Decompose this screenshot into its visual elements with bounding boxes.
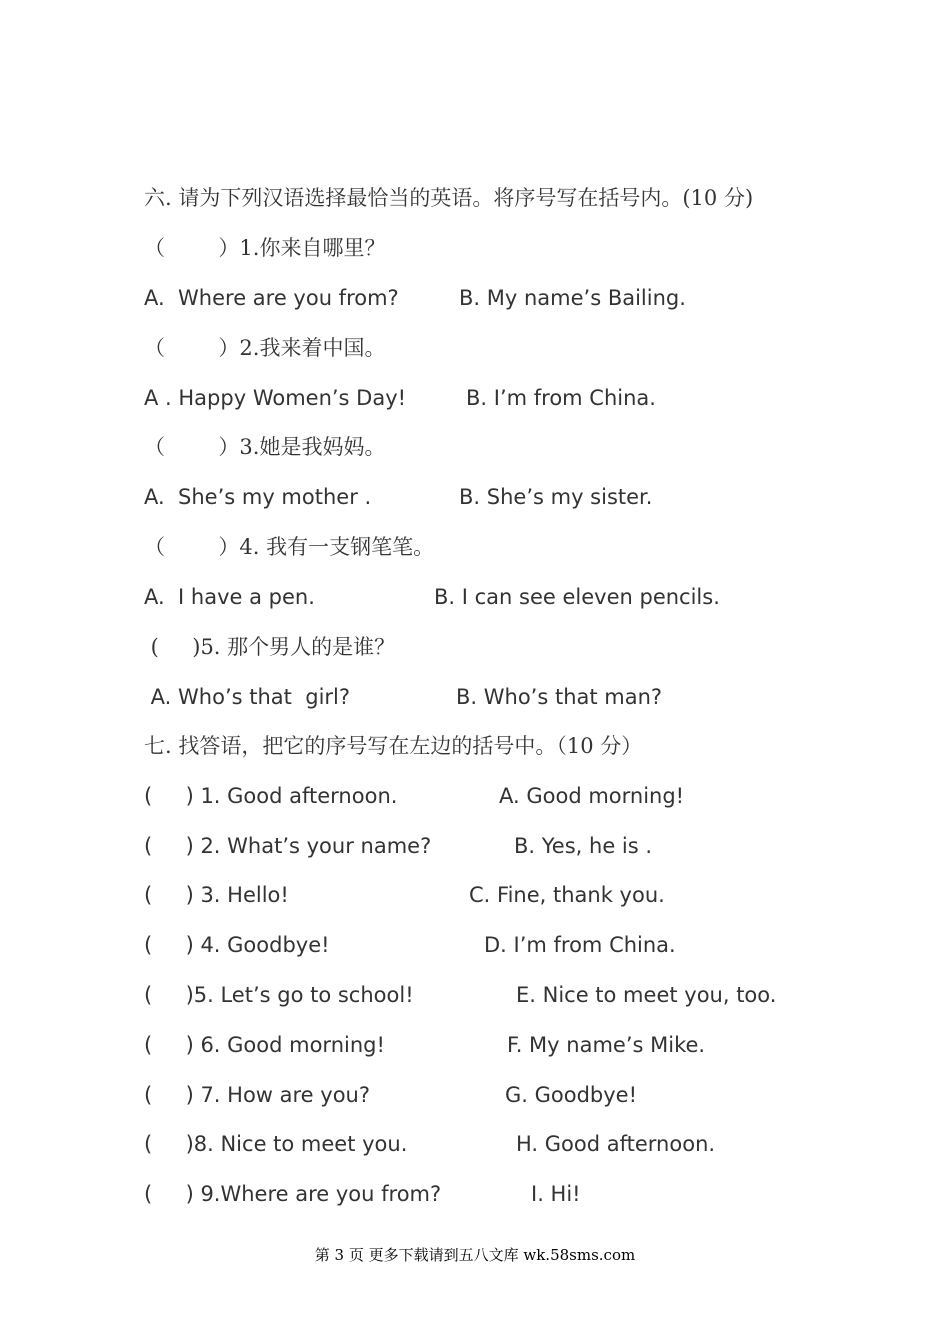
matching-row: [0, 826, 653, 866]
matching-row: [0, 1075, 638, 1115]
matching-left: ( ) 6. Good morning!: [144, 1033, 385, 1057]
question-prompt: （ ）1.你来自哪里？: [144, 236, 386, 260]
matching-row: [0, 975, 777, 1015]
matching-left: ( ) 4. Goodbye!: [144, 933, 330, 957]
matching-right: E. Nice to meet you, too.: [516, 983, 777, 1007]
option-b: B. I’m from China.: [466, 386, 656, 410]
matching-left: ( ) 2. What’s your name?: [144, 834, 432, 858]
option-a: A. She’s my mother .: [144, 485, 372, 509]
option-b: B. My name’s Bailing.: [459, 286, 686, 310]
matching-row: [0, 875, 665, 915]
matching-left: ( ) 1. Good afternoon.: [144, 784, 398, 808]
matching-right: A. Good morning!: [499, 784, 685, 808]
matching-left: ( ) 9.Where are you from?: [144, 1182, 442, 1206]
question-options: [0, 278, 686, 318]
option-b: B. I can see eleven pencils.: [434, 585, 720, 609]
question-prompt: （ ）3.她是我妈妈。: [144, 435, 386, 459]
matching-row: [0, 776, 685, 816]
matching-right: G. Goodbye!: [505, 1083, 638, 1107]
matching-row: [0, 1124, 716, 1164]
matching-left: ( ) 3. Hello!: [144, 883, 289, 907]
question-options: [0, 577, 720, 617]
section-7-title: 七. 找答语，把它的序号写在左边的括号中。（10 分）: [144, 734, 643, 758]
option-b: B. She’s my sister.: [459, 485, 653, 509]
question-options: [0, 477, 653, 517]
matching-right: B. Yes, he is .: [514, 834, 653, 858]
question-prompt: （ ）4. 我有一支钢笔笔。: [144, 535, 435, 559]
question-options: [0, 677, 663, 717]
matching-row: [0, 1025, 706, 1065]
option-a: A . Happy Women’s Day!: [144, 386, 407, 410]
matching-right: H. Good afternoon.: [516, 1132, 716, 1156]
matching-right: D. I’m from China.: [484, 933, 676, 957]
question-prompt: ( )5. 那个男人的是谁？: [144, 635, 396, 659]
option-b: B. Who’s that man?: [456, 685, 663, 709]
page-footer: 第 3 页 更多下载请到五八文库 wk.58sms.com: [314, 1246, 636, 1264]
option-a: A. Who’s that girl?: [144, 685, 351, 709]
question-prompt: （ ）2.我来着中国。: [144, 336, 386, 360]
matching-row: [0, 925, 676, 965]
matching-left: ( )8. Nice to meet you.: [144, 1132, 408, 1156]
option-a: A. I have a pen.: [144, 585, 315, 609]
option-a: A. Where are you from?: [144, 286, 399, 310]
matching-right: C. Fine, thank you.: [469, 883, 665, 907]
question-options: [0, 378, 656, 418]
matching-row: [0, 1174, 581, 1214]
matching-right: F. My name’s Mike.: [507, 1033, 706, 1057]
section-6-title: 六. 请为下列汉语选择最恰当的英语。将序号写在括号内。(10 分): [144, 186, 754, 210]
matching-left: ( ) 7. How are you?: [144, 1083, 371, 1107]
matching-right: I. Hi!: [531, 1182, 581, 1206]
matching-left: ( )5. Let’s go to school!: [144, 983, 414, 1007]
